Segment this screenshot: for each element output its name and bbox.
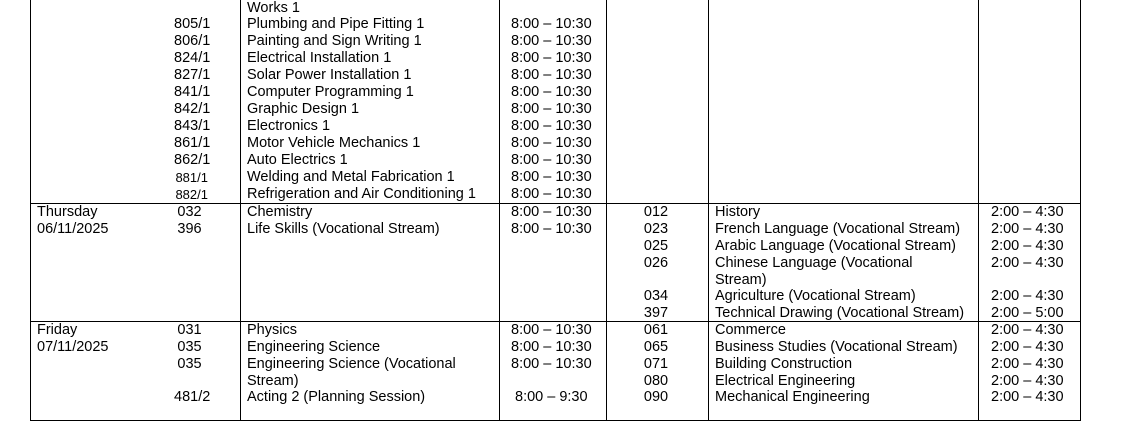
- exam-time: 8:00 – 9:30: [515, 389, 588, 405]
- subject-name: History: [715, 204, 761, 220]
- subject-name: Refrigeration and Air Conditioning 1: [247, 186, 476, 202]
- exam-time: 8:00 – 10:30: [511, 152, 592, 168]
- column-divider: [606, 0, 607, 421]
- exam-time: 8:00 – 10:30: [511, 67, 592, 83]
- column-divider: [240, 0, 241, 421]
- subject-code: 012: [643, 204, 669, 220]
- table-border-left: [30, 0, 31, 421]
- exam-time: 2:00 – 4:30: [991, 339, 1064, 355]
- day-name: Friday: [37, 322, 78, 338]
- exam-time: 8:00 – 10:30: [511, 101, 592, 117]
- subject-name: Engineering Science: [247, 339, 381, 355]
- subject-name: Arabic Language (Vocational Stream): [715, 238, 957, 254]
- subject-code: 862/1: [174, 152, 211, 168]
- exam-time: 2:00 – 4:30: [991, 356, 1064, 372]
- table-border-bottom: [30, 420, 1080, 421]
- subject-code: 881/1: [175, 170, 208, 185]
- exam-time: 8:00 – 10:30: [511, 16, 592, 32]
- subject-name: Physics: [247, 322, 297, 338]
- subject-name: Engineering Science (Vocational: [247, 356, 456, 372]
- subject-name: Technical Drawing (Vocational Stream): [715, 305, 965, 321]
- subject-name: Welding and Metal Fabrication 1: [247, 169, 455, 185]
- subject-name: Computer Programming 1: [247, 84, 414, 100]
- subject-code: 023: [643, 221, 669, 237]
- subject-code: 031: [177, 322, 202, 338]
- exam-time: 8:00 – 10:30: [511, 118, 592, 134]
- subject-name: Mechanical Engineering: [715, 389, 870, 405]
- exam-time: 2:00 – 4:30: [991, 238, 1064, 254]
- exam-time: 8:00 – 10:30: [511, 135, 592, 151]
- exam-time: 8:00 – 10:30: [511, 50, 592, 66]
- subject-code: 481/2: [174, 389, 211, 405]
- subject-code: 841/1: [174, 84, 211, 100]
- subject-code: 396: [177, 221, 202, 237]
- exam-time: 8:00 – 10:30: [511, 84, 592, 100]
- subject-code: 843/1: [174, 118, 211, 134]
- column-divider: [978, 0, 979, 421]
- subject-name: Auto Electrics 1: [247, 152, 348, 168]
- subject-code: 842/1: [174, 101, 211, 117]
- subject-name: Life Skills (Vocational Stream): [247, 221, 440, 237]
- exam-time: 2:00 – 4:30: [991, 389, 1064, 405]
- subject-code: 827/1: [174, 67, 211, 83]
- column-divider: [499, 0, 500, 421]
- subject-code: 034: [643, 288, 669, 304]
- exam-time: 8:00 – 10:30: [511, 169, 592, 185]
- subject-name: Commerce: [715, 322, 786, 338]
- subject-fragment: Works 1: [247, 0, 300, 16]
- exam-time: 8:00 – 10:30: [511, 33, 592, 49]
- day-name: Thursday: [37, 204, 98, 220]
- subject-code: 026: [643, 255, 669, 271]
- exam-time: 2:00 – 4:30: [991, 204, 1064, 220]
- subject-code: 861/1: [174, 135, 211, 151]
- table-border-right: [1080, 0, 1081, 421]
- subject-code: 882/1: [175, 187, 208, 202]
- subject-name: Electronics 1: [247, 118, 331, 134]
- subject-name: Motor Vehicle Mechanics 1: [247, 135, 421, 151]
- subject-name-continued: Stream): [247, 373, 299, 389]
- exam-time: 8:00 – 10:30: [511, 339, 592, 355]
- exam-time: 8:00 – 10:30: [511, 204, 592, 220]
- subject-name: Graphic Design 1: [247, 101, 360, 117]
- subject-name: Chinese Language (Vocational: [715, 255, 913, 271]
- subject-code: 824/1: [174, 50, 211, 66]
- subject-code: 025: [643, 238, 669, 254]
- subject-name: Electrical Installation 1: [247, 50, 392, 66]
- exam-date: 07/11/2025: [37, 339, 109, 355]
- exam-time: 2:00 – 4:30: [991, 373, 1064, 389]
- exam-time: 2:00 – 4:30: [991, 322, 1064, 338]
- subject-name-continued: Stream): [715, 272, 767, 288]
- subject-name: Plumbing and Pipe Fitting 1: [247, 16, 425, 32]
- subject-code: 061: [643, 322, 669, 338]
- exam-time: 2:00 – 4:30: [991, 221, 1064, 237]
- subject-code: 090: [643, 389, 669, 405]
- subject-name: Acting 2 (Planning Session): [247, 389, 426, 405]
- exam-time: 8:00 – 10:30: [511, 356, 592, 372]
- subject-name: Agriculture (Vocational Stream): [715, 288, 916, 304]
- subject-name: Painting and Sign Writing 1: [247, 33, 422, 49]
- subject-name: Electrical Engineering: [715, 373, 856, 389]
- exam-time: 2:00 – 5:00: [991, 305, 1064, 321]
- exam-time: 2:00 – 4:30: [991, 255, 1064, 271]
- subject-name: Business Studies (Vocational Stream): [715, 339, 958, 355]
- exam-time: 2:00 – 4:30: [991, 288, 1064, 304]
- subject-code: 065: [643, 339, 669, 355]
- subject-code: 032: [177, 204, 202, 220]
- subject-name: Chemistry: [247, 204, 313, 220]
- exam-date: 06/11/2025: [37, 221, 109, 237]
- subject-name: Building Construction: [715, 356, 853, 372]
- subject-code: 080: [643, 373, 669, 389]
- column-divider: [708, 0, 709, 421]
- subject-name: Solar Power Installation 1: [247, 67, 412, 83]
- subject-code: 035: [177, 339, 202, 355]
- subject-code: 397: [643, 305, 669, 321]
- exam-time: 8:00 – 10:30: [511, 186, 592, 202]
- subject-name: French Language (Vocational Stream): [715, 221, 961, 237]
- subject-code: 035: [177, 356, 202, 372]
- exam-time: 8:00 – 10:30: [511, 221, 592, 237]
- exam-time: 8:00 – 10:30: [511, 322, 592, 338]
- subject-code: 806/1: [174, 33, 211, 49]
- subject-code: 805/1: [174, 16, 211, 32]
- subject-code: 071: [643, 356, 669, 372]
